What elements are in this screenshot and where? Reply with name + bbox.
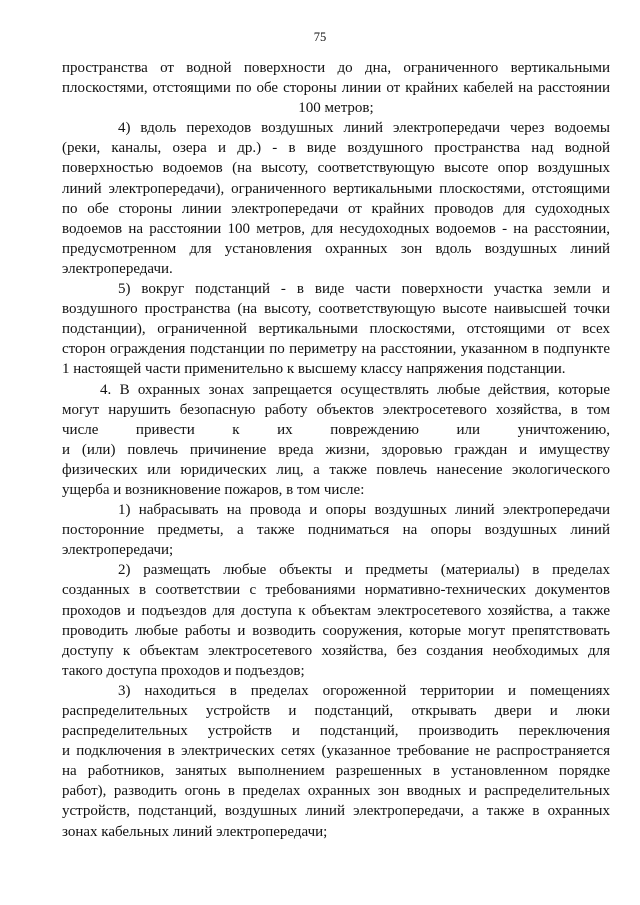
text-line: 1) набрасывать на провода и опоры воздушных линий электропередачи xyxy=(118,502,610,519)
text-line: и (или) повлечь причинение вреда жизни, здоровью граждан и имуществу xyxy=(62,441,610,458)
text-line: сторон ограждения подстанции по периметру на расстоянии, указанном в подпункте xyxy=(62,341,610,358)
text-line: на работников, занятых выполнением разрешенных в установленном порядке xyxy=(62,763,610,780)
text-line: по обе стороны линии электропередачи от крайних проводов для судоходных xyxy=(62,200,610,217)
text-line: 4) вдоль переходов воздушных линий электропередачи через водоемы xyxy=(118,120,610,137)
text-line: водоемов на расстоянии 100 метров, для несудоходных водоемов - на расстоянии, xyxy=(62,220,610,237)
text-line: 2) размещать любые объекты и предметы (материалы) в пределах xyxy=(118,562,610,579)
text-line: электропередачи; xyxy=(62,542,174,559)
text-line: электропередачи. xyxy=(62,260,173,277)
text-line: ущерба и возникновение пожаров, в том числе: xyxy=(62,481,365,498)
paragraph-item-4 xyxy=(62,118,610,279)
text-line: 4. В охранных зонах запрещается осуществлять любые действия, которые xyxy=(100,381,610,398)
text-line: числе привести к их повреждению или уничтожению, xyxy=(62,421,610,438)
text-line: линий электропередачи), ограниченного вертикальными плоскостями, отстоящими xyxy=(62,180,610,197)
text-line: подстанции), ограниченной вертикальными плоскостями, отстоящими от всех xyxy=(62,321,610,338)
text-line: 100 метров; xyxy=(298,100,374,117)
text-line: 1 настоящей части применительно к высшему классу напряжения подстанции. xyxy=(62,361,566,378)
text-line: распределительных устройств и подстанций, производить переключения xyxy=(62,723,610,740)
text-line: 5) вокруг подстанций - в виде части поверхности участка земли и xyxy=(118,281,610,298)
text-line: физических или юридических лиц, а также повлечь нанесение экологического xyxy=(62,461,610,478)
text-line: пространства от водной поверхности до дна, ограниченного вертикальными xyxy=(62,60,610,76)
paragraph-clause-4 xyxy=(62,380,610,501)
text-line: созданных в соответствии с требованиями нормативно-технических документов xyxy=(62,582,610,599)
text-line: предусмотренном для установления охранных зон вдоль воздушных линий xyxy=(62,240,610,257)
text-line: зонах кабельных линий электропередачи; xyxy=(62,823,328,840)
text-line: (реки, каналы, озера и др.) - в виде воздушного пространства над водной xyxy=(62,140,610,157)
paragraph-subitem-3 xyxy=(62,681,610,842)
text-line: проходов и подъездов для доступа к объектам электросетевого хозяйства, а также xyxy=(62,602,610,619)
text-line: воздушного пространства (на высоту, соответствующую высоте наивысшей точки xyxy=(62,301,610,318)
text-line: посторонние предметы, а также подниматься на опоры воздушных линий xyxy=(62,522,610,539)
document-body xyxy=(62,58,610,842)
text-line: доступу к объектам электросетевого хозяйства, без создания необходимых для xyxy=(62,642,610,659)
text-line: поверхностью водоемов (на высоту, соответствующую высоте опор воздушных xyxy=(62,160,610,177)
text-line: распределительных устройств и подстанций, открывать двери и люки xyxy=(62,703,610,719)
paragraph-item-5 xyxy=(62,279,610,379)
text-line: плоскостями, отстоящими по обе стороны линии от крайних кабелей на расстоянии xyxy=(62,80,610,97)
text-line: такого доступа проходов и подъездов; xyxy=(62,662,305,679)
page-number: 75 xyxy=(313,30,327,44)
paragraph-subitem-1 xyxy=(62,500,610,560)
text-line: 3) находиться в пределах огороженной территории и помещениях xyxy=(118,682,610,699)
text-line: проводить любые работы и возводить сооружения, которые могут препятствовать xyxy=(62,622,610,639)
text-line: и подключения в электрических сетях (указанное требование не распространяется xyxy=(62,743,610,760)
text-line: работ), разводить огонь в пределах охранных зон вводных и распределительных xyxy=(62,783,610,800)
paragraph-continuation xyxy=(62,58,610,118)
paragraph-subitem-2 xyxy=(62,560,610,681)
text-line: могут нарушить безопасную работу объектов электросетевого хозяйства, в том xyxy=(62,401,610,418)
text-line: устройств, подстанций, воздушных линий электропередачи, а также в охранных xyxy=(62,803,610,820)
